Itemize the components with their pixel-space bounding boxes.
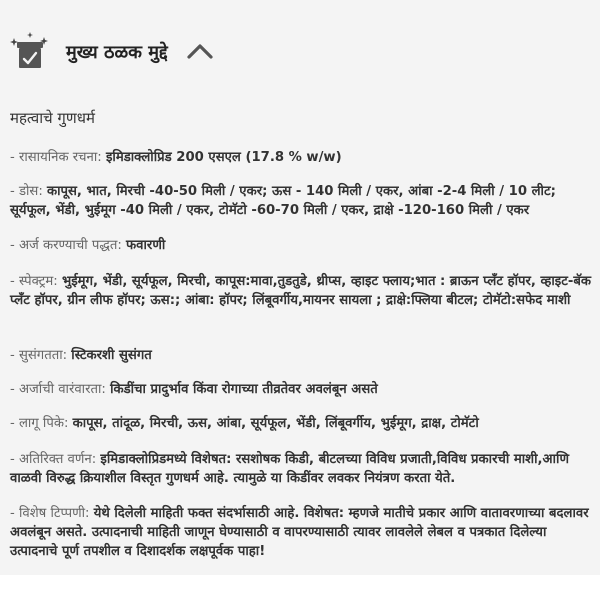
property-additional-description bbox=[10, 450, 592, 488]
property-label: - विशेष टिप्पणी: bbox=[10, 506, 94, 521]
property-value: भुईमूग, भेंडी, सूर्यफूल, मिरची, कापूस:मावा,तुडतुडे, थ्रीप्स, व्हाइट फ्लाय;भात : ब्राऊन प्लॅंट हॉपर, व्हाइट-बॅक प्लॅंट हॉपर, ग्रीन लीफ हॉपर; ऊस:; आंबा: हॉपर; लिंबूवर्गीय,मायनर सायला ; द्राक्षे:फ्लिया बीटल; टोमॅटो:सफेद माशी bbox=[10, 274, 591, 308]
chevron-up-icon[interactable] bbox=[185, 40, 215, 62]
property-spectrum bbox=[10, 272, 592, 310]
property-label: - अतिरिक्त वर्णन: bbox=[10, 452, 101, 467]
property-application-method bbox=[10, 236, 592, 255]
property-value: इमिडाक्लोप्रिड 200 एसएल (17.8 % w/w) bbox=[105, 150, 342, 165]
highlights-title: मुख्य ठळक मुद्दे bbox=[66, 42, 168, 63]
property-label: - स्पेक्ट्रम: bbox=[10, 274, 62, 289]
property-value: येथे दिलेली माहिती फक्त संदर्भासाठी आहे. विशेषत: म्हणजे मातीचे प्रकार आणि वातावरणाच्या बदलावर अवलंबून असते. उत्पादनाची माहिती जाणून घेण्यासाठी व वापरण्यासाठी त्यावर लावलेले लेबल व पत्रकात दिलेल्या उत्पादनाचे पूर्ण तपशील व दिशादर्शक लक्षपूर्वक पाहा! bbox=[10, 506, 589, 559]
product-box-icon bbox=[10, 32, 50, 72]
property-value: स्टिकरशी सुसंगत bbox=[71, 348, 152, 363]
property-special-note bbox=[10, 504, 592, 561]
property-label: - लागू पिके: bbox=[10, 416, 73, 431]
property-chemical-composition bbox=[10, 148, 592, 167]
property-label: - अर्जाची वारंवारता: bbox=[10, 382, 111, 397]
property-value: फवारणी bbox=[126, 238, 166, 253]
property-application-frequency bbox=[10, 380, 592, 399]
property-compatibility bbox=[10, 346, 592, 365]
property-label: - अर्ज करण्याची पद्धत: bbox=[10, 238, 127, 253]
highlights-body bbox=[0, 92, 600, 575]
property-label: - सुसंगतता: bbox=[10, 348, 72, 363]
property-label: - डोस: bbox=[10, 184, 47, 199]
highlights-header[interactable] bbox=[0, 0, 600, 85]
property-dosage bbox=[10, 182, 592, 220]
property-label: - रासायनिक रचना: bbox=[10, 150, 106, 165]
property-value: कापूस, भात, मिरची -40-50 मिली / एकर; ऊस - 140 मिली / एकर, आंबा -2-4 मिली / 10 लीट; सूर्यफूल, भेंडी, भुईमूग -40 मिली / एकर, टोमॅटो -60-70 मिली / एकर, द्राक्षे -120-160 मिली / एकर bbox=[10, 184, 556, 218]
property-value: कापूस, तांदूळ, मिरची, ऊस, आंबा, सूर्यफूल, भेंडी, लिंबूवर्गीय, भुईमूग, द्राक्ष, टोमॅटो bbox=[72, 416, 479, 431]
property-value: इमिडाक्लोप्रिडमध्ये विशेषत: रसशोषक किडी, बीटलच्या विविध प्रजाती,विविध प्रकारची माशी,आणि वाळवी विरुद्ध क्रियाशील विस्तृत गुणधर्म आहे. त्यामुळे या किडींवर लवकर नियंत्रण करता येते. bbox=[10, 452, 569, 486]
property-applicable-crops bbox=[10, 414, 592, 433]
property-value: किडींचा प्रादुर्भाव किंवा रोगाच्या तीव्रतेवर अवलंबून असते bbox=[110, 382, 378, 397]
section-heading: महत्वाचे गुणधर्म bbox=[10, 109, 95, 127]
